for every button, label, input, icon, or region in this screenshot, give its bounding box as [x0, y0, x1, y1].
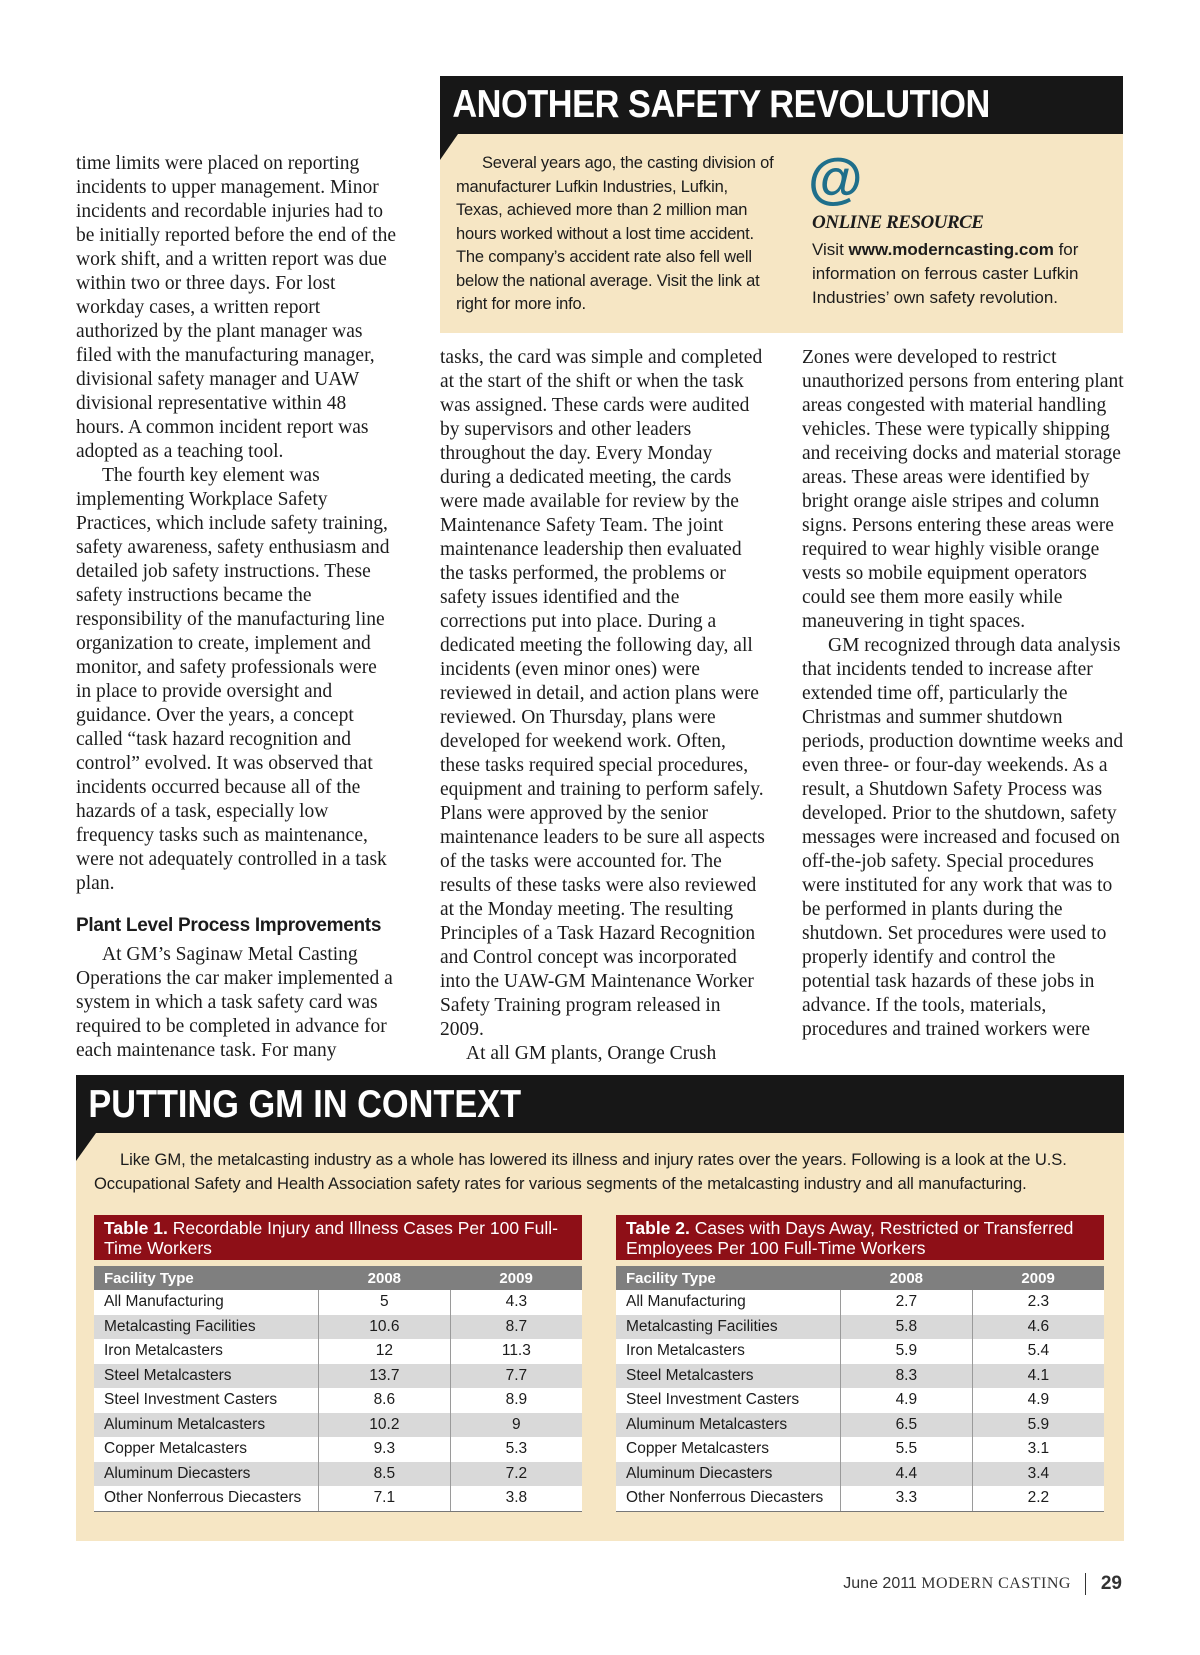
table-cell: 7.1	[318, 1486, 450, 1511]
table-row	[94, 1364, 582, 1389]
online-resource-title: ONLINE RESOURCE	[812, 212, 984, 233]
context-header-triangle	[76, 1133, 96, 1161]
table-cell: Iron Metalcasters	[94, 1339, 318, 1364]
table-cell: 9.3	[318, 1437, 450, 1462]
table-cell: 5.9	[972, 1413, 1104, 1438]
left-paragraph-1: time limits were placed on reporting incidents to upper management. Minor incidents and recordable injuries had to be initially reported before the end of the work shift, and a written report was due within two or three days. For lost workday cases, a written report authorized by the plant manager was filed with the manufacturing manager, divisional safety manager and UAW divisional representative within 48 hours. A common incident report was adopted as a teaching tool.	[76, 153, 396, 462]
table-1-grid	[94, 1266, 582, 1512]
footer-date: June 2011	[843, 1575, 917, 1593]
table-cell: All Manufacturing	[616, 1290, 840, 1315]
table-2-header-2008: 2008	[840, 1266, 972, 1290]
table-cell: Steel Investment Casters	[616, 1388, 840, 1413]
table-2-header-row	[616, 1266, 1104, 1290]
at-sign-icon: @	[808, 146, 863, 209]
table-1-label: Table 1.	[104, 1218, 168, 1238]
table-cell: 4.4	[840, 1462, 972, 1487]
right-paragraph-1: Zones were developed to restrict unauthorized persons from entering plant areas congested with material handling vehicles. These were typically shipping and receiving docks and material storage areas. These areas were identified by bright orange aisle stripes and column signs. Persons entering these areas were required to wear highly visible orange vests so mobile equipment operators could see them more easily while maneuvering in tight spaces.	[802, 347, 1124, 632]
table-row	[616, 1364, 1104, 1389]
middle-paragraph-2: At all GM plants, Orange Crush	[466, 1043, 717, 1064]
safety-revolution-header	[440, 76, 1123, 134]
table-cell: 4.3	[450, 1290, 582, 1315]
subhead-plant-level: Plant Level Process Improvements	[76, 915, 382, 936]
footer-separator	[1085, 1573, 1086, 1595]
table-2-grid	[616, 1266, 1104, 1512]
left-column	[76, 152, 396, 1063]
context-intro: Like GM, the metalcasting industry as a whole has lowered its illness and injury rates over the years. Following is a look at the U.S. Occupational Safety and Health Association safety rates for various segments of the metalcasting industry and all manufacturing.	[94, 1150, 1067, 1193]
table-cell: 8.5	[318, 1462, 450, 1487]
table-cell: 5.8	[840, 1315, 972, 1340]
table-row	[94, 1413, 582, 1438]
table-row	[94, 1388, 582, 1413]
table-cell: Aluminum Metalcasters	[94, 1413, 318, 1438]
table-cell: 9	[450, 1413, 582, 1438]
table-cell: 2.3	[972, 1290, 1104, 1315]
table-cell: 4.9	[972, 1388, 1104, 1413]
table-2-caption: Cases with Days Away, Restricted or Transferred Employees Per 100 Full-Time Workers	[626, 1218, 1074, 1258]
table-row	[94, 1462, 582, 1487]
table-cell: Steel Metalcasters	[616, 1364, 840, 1389]
table-1	[94, 1215, 582, 1512]
table-cell: 4.6	[972, 1315, 1104, 1340]
table-row	[94, 1290, 582, 1315]
table-row	[616, 1339, 1104, 1364]
table-cell: 7.7	[450, 1364, 582, 1389]
table-cell: Aluminum Metalcasters	[616, 1413, 840, 1438]
table-2	[616, 1215, 1104, 1512]
table-cell: 2.7	[840, 1290, 972, 1315]
table-cell: 5.3	[450, 1437, 582, 1462]
table-cell: 12	[318, 1339, 450, 1364]
safety-revolution-text	[456, 152, 776, 317]
table-row	[616, 1290, 1104, 1315]
table-row	[94, 1339, 582, 1364]
table-cell: 10.6	[318, 1315, 450, 1340]
table-cell: 5.9	[840, 1339, 972, 1364]
table-2-header-facility: Facility Type	[616, 1266, 840, 1290]
middle-column	[440, 346, 765, 1066]
table-cell: Iron Metalcasters	[616, 1339, 840, 1364]
table-cell: 6.5	[840, 1413, 972, 1438]
right-paragraph-2: GM recognized through data analysis that incidents tended to increase after extended time off, particularly the Christmas and summer shutdown periods, production downtime weeks and even three- or four-day weekends. As a result, a Shutdown Safety Process was developed. Prior to the shutdown, safety messages were increased and focused on off-the-job safety. Special procedures were instituted for any work that was to be performed in plants during the shutdown. Set procedures were used to properly identify and control the potential task hazards of these jobs in advance. If the tools, materials, procedures and trained workers were	[802, 635, 1124, 1040]
table-cell: Other Nonferrous Diecasters	[94, 1486, 318, 1511]
table-cell: Metalcasting Facilities	[94, 1315, 318, 1340]
table-cell: 3.1	[972, 1437, 1104, 1462]
table-row	[94, 1315, 582, 1340]
table-row	[94, 1486, 582, 1511]
table-cell: Copper Metalcasters	[616, 1437, 840, 1462]
table-cell: Aluminum Diecasters	[616, 1462, 840, 1487]
table-cell: 13.7	[318, 1364, 450, 1389]
table-cell: 8.3	[840, 1364, 972, 1389]
context-title: PUTTING GM IN CONTEXT	[88, 1083, 522, 1126]
table-cell: 5.4	[972, 1339, 1104, 1364]
table-cell: Other Nonferrous Diecasters	[616, 1486, 840, 1511]
table-row	[616, 1437, 1104, 1462]
table-cell: 8.7	[450, 1315, 582, 1340]
table-cell: Copper Metalcasters	[94, 1437, 318, 1462]
left-paragraph-3: At GM’s Saginaw Metal Casting Operations the car maker implemented a system in which a task safety card was required to be completed in advance for each maintenance task. For many	[76, 944, 393, 1061]
table-cell: 3.8	[450, 1486, 582, 1511]
table-1-title	[94, 1215, 582, 1260]
table-cell: 3.4	[972, 1462, 1104, 1487]
table-row	[94, 1437, 582, 1462]
table-row	[616, 1462, 1104, 1487]
table-1-caption: Recordable Injury and Illness Cases Per 100 Full-Time Workers	[104, 1218, 558, 1258]
table-cell: All Manufacturing	[94, 1290, 318, 1315]
table-cell: 3.3	[840, 1486, 972, 1511]
safety-revolution-title: ANOTHER SAFETY REVOLUTION	[452, 83, 990, 126]
table-2-label: Table 2.	[626, 1218, 690, 1238]
online-resource-pre: Visit	[812, 240, 849, 259]
online-resource-text	[812, 238, 1112, 310]
table-cell: 5	[318, 1290, 450, 1315]
table-cell: 10.2	[318, 1413, 450, 1438]
context-header	[76, 1075, 1124, 1133]
safety-revolution-paragraph: Several years ago, the casting division of manufacturer Lufkin Industries, Lufkin, Texas, achieved more than 2 million man hours worked without a lost time accident. The company’s accident rate also fell well below the national average. Visit the link at right for more info.	[456, 154, 774, 313]
table-cell: 7.2	[450, 1462, 582, 1487]
table-1-header-row	[94, 1266, 582, 1290]
table-cell: Steel Metalcasters	[94, 1364, 318, 1389]
table-row	[616, 1315, 1104, 1340]
online-resource-post: for information on ferrous caster Lufkin Industries’ own safety revolution.	[812, 240, 1079, 307]
left-paragraph-2: The fourth key element was implementing Workplace Safety Practices, which include safety training, safety awareness, safety enthusiasm and detailed job safety instructions. These safety instructions became the responsibility of the manufacturing line organization to create, implement and monitor, and safety professionals were in place to provide oversight and guidance. Over the years, a concept called “task hazard recognition and control” evolved. It was observed that incidents occurred because all of the hazards of a task, especially low frequency tasks such as maintenance, were not adequately controlled in a task plan.	[76, 465, 390, 894]
table-row	[616, 1486, 1104, 1511]
table-cell: 2.2	[972, 1486, 1104, 1511]
table-row	[616, 1413, 1104, 1438]
table-2-header-2009: 2009	[972, 1266, 1104, 1290]
table-cell: Steel Investment Casters	[94, 1388, 318, 1413]
table-cell: Aluminum Diecasters	[94, 1462, 318, 1487]
table-1-header-facility: Facility Type	[94, 1266, 318, 1290]
page-number: 29	[1100, 1573, 1122, 1594]
page-footer	[843, 1573, 1122, 1595]
footer-magazine: MODERN CASTING	[921, 1575, 1071, 1593]
table-1-header-2009: 2009	[450, 1266, 582, 1290]
table-cell: 4.9	[840, 1388, 972, 1413]
table-row	[616, 1388, 1104, 1413]
table-cell: 4.1	[972, 1364, 1104, 1389]
right-column	[802, 346, 1124, 1042]
table-cell: 8.9	[450, 1388, 582, 1413]
table-2-title	[616, 1215, 1104, 1260]
table-cell: 8.6	[318, 1388, 450, 1413]
table-cell: 5.5	[840, 1437, 972, 1462]
table-1-header-2008: 2008	[318, 1266, 450, 1290]
middle-paragraph-1: tasks, the card was simple and completed at the start of the shift or when the task was assigned. These cards were audited by supervisors and other leaders throughout the day. Every Monday during a dedicated meeting, the cards were made available for review by the Maintenance Safety Team. The joint maintenance leadership then evaluated the tasks performed, the problems or safety issues identified and the corrections put into place. During a dedicated meeting the following day, all incidents (even minor ones) were reviewed in detail, and action plans were reviewed. On Thursday, plans were developed for weekend work. Often, these tasks required special procedures, equipment and training to perform safely. Plans were approved by the senior maintenance leaders to be sure all aspects of the tasks were accounted for. The results of these tasks were also reviewed at the Monday meeting. The resulting Principles of a Task Hazard Recognition and Control concept was incorporated into the UAW-GM Maintenance Worker Safety Training program released in 2009.	[440, 347, 765, 1040]
online-resource-link[interactable]: www.moderncasting.com	[848, 240, 1054, 259]
table-cell: 11.3	[450, 1339, 582, 1364]
table-cell: Metalcasting Facilities	[616, 1315, 840, 1340]
